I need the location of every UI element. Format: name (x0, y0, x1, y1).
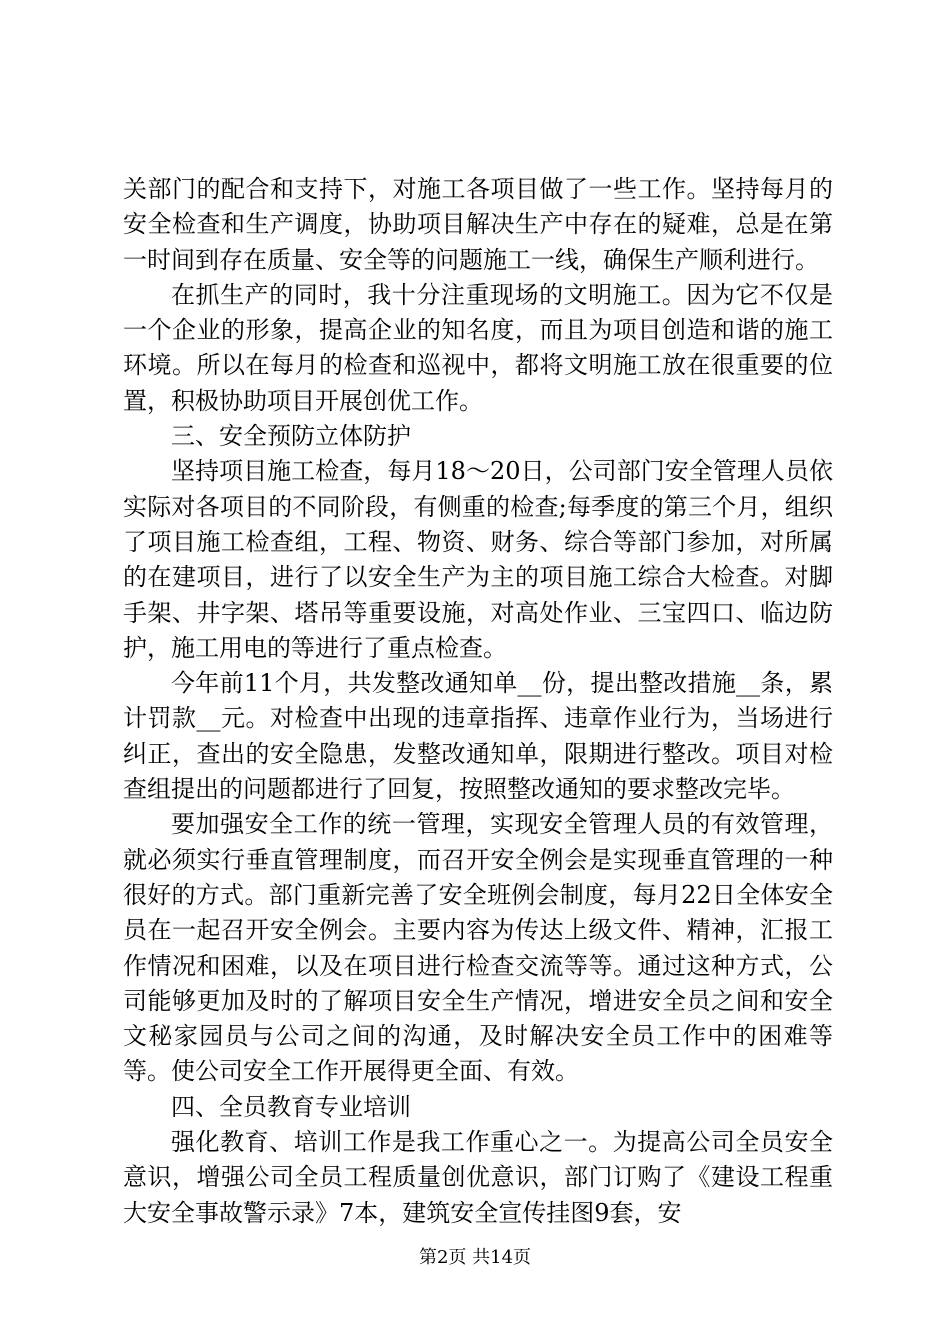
page-number-footer: 第2页 共14页 (418, 1247, 532, 1268)
section-heading-3: 三、安全预防立体防护 (171, 422, 411, 451)
paragraph-civilized-construction: 在抓生产的同时，我十分注重现场的文明施工。因为它不仅是一个企业的形象，提高企业的知名度，而且为项目创造和谐的施工环境。所以在每月的检查和巡视中，都将文明施工放在很重要的位置，积极协助项目开展创优工作。 (123, 280, 833, 415)
paragraph-training: 强化教育、培训工作是我工作重心之一。为提高公司全员安全意识，增强公司全员工程质量创优意识，部门订购了《建设工程重大安全事故警示录》7本，建筑安全宣传挂图9套，安 (123, 1128, 833, 1227)
paragraph-inspections: 坚持项目施工检查，每月18～20日，公司部门安全管理人员依实际对各项目的不同阶段，有侧重的检查;每季度的第三个月，组织了项目施工检查组，工程、物资、财务、综合等部门参加，对所属的在建项目，进行了以安全生产为主的项目施工综合大检查。对脚手架、井字架、塔吊等重要设施，对高处作业、三宝四口、临边防护，施工用电的等进行了重点检查。 (123, 457, 833, 662)
paragraph-rectification: 今年前11个月，共发整改通知单__份，提出整改措施__条，累计罚款__元。对检查中出现的违章指挥、违章作业行为，当场进行纠正，查出的安全隐患，发整改通知单，限期进行整改。项目对检查组提出的问题都进行了回复，按照整改通知的要求整改完毕。 (123, 669, 833, 804)
section-heading-4: 四、全员教育专业培训 (171, 1092, 411, 1121)
paragraph-safety-meetings: 要加强安全工作的统一管理，实现安全管理人员的有效管理，就必须实行垂直管理制度，而召开安全例会是实现垂直管理的一种很好的方式。部门重新完善了安全班例会制度，每月22日全体安全员在一起召开安全例会。主要内容为传达上级文件、精神，汇报工作情况和困难，以及在项目进行检查交流等等。通过这种方式，公司能够更加及时的了解项目安全生产情况，增进安全员之间和安全文秘家园员与公司之间的沟通，及时解决安全员工作中的困难等等。使公司安全工作开展得更全面、有效。 (123, 810, 833, 1086)
paragraph-continuation: 关部门的配合和支持下，对施工各项目做了一些工作。坚持每月的安全检查和生产调度，协助项目解决生产中存在的疑难，总是在第一时间到存在质量、安全等的问题施工一线，确保生产顺利进行。 (123, 175, 833, 274)
document-body (123, 172, 833, 1231)
